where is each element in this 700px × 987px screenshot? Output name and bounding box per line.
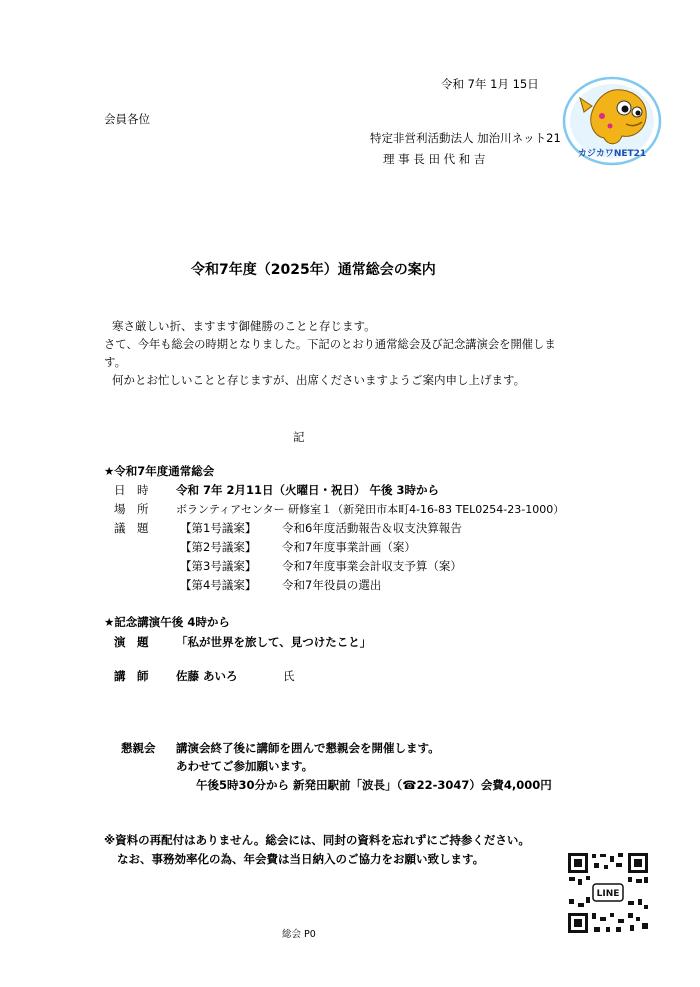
meeting-place-value: ボランティアセンター 研修室１（新発田市本町4-16-83 TEL0254-23-1000） (176, 503, 565, 516)
agenda-item (180, 558, 462, 574)
agenda-item (180, 520, 462, 536)
lecture-speaker-label: 講 師 (114, 669, 149, 683)
meeting-heading: ★令和7年度通常総会 (104, 464, 215, 478)
party-label: 懇親会 (121, 741, 156, 755)
agenda-item-no: 【第2号議案】 (180, 540, 257, 554)
agenda-item (180, 577, 382, 593)
ki-mark: 記 (293, 430, 305, 444)
lecture-topic-label: 演 題 (114, 635, 149, 649)
page-title: 令和7年度（2025年）通常総会の案内 (191, 262, 436, 278)
chairperson-name: 理 事 長 田 代 和 吉 (383, 152, 486, 166)
party-line-3: 午後5時30分から 新発田駅前「波長」（☎22-3047）会費4,000円 (196, 778, 552, 792)
greeting-line-2: さて、今年も総会の時期となりました。下記のとおり通常総会及び記念講演会を開催しま (104, 338, 556, 351)
party-line-1: 講演会終了後に講師を囲んで懇親会を開催します。 (176, 741, 440, 755)
logo-text: カジカワNET21 (577, 149, 647, 159)
agenda-item (180, 539, 416, 555)
organization-name: 特定非営利活動法人 加治川ネット21 (370, 131, 561, 145)
meeting-date-label: 日 時 (114, 483, 149, 497)
note-line-2: なお、事務効率化の為、年会費は当日納入のご協力をお願い致します。 (117, 852, 485, 866)
agenda-item-title: 令和7年度事業計画（案） (282, 540, 416, 554)
meeting-agenda-label: 議 題 (114, 521, 149, 535)
meeting-date-value: 令和 7年 2月11日（火曜日・祝日） 午後 3時から (176, 483, 440, 497)
party-line-2: あわせてご参加願います。 (176, 759, 314, 773)
greeting-line-1: 寒さ厳しい折、ますます御健勝のことと存じます。 (112, 319, 376, 333)
addressee: 会員各位 (104, 112, 150, 126)
agenda-item-title: 令和7年役員の選出 (282, 578, 382, 592)
qr-line-label: LINE (596, 889, 620, 899)
lecture-speaker-name: 佐藤 あいろ (176, 669, 238, 683)
document-date: 令和 7年 1月 15日 (441, 77, 539, 91)
lecture-topic-value: 「私が世界を旅して、見つけたこと」 (176, 635, 372, 649)
lecture-heading: ★記念講演午後 4時から (104, 615, 230, 629)
agenda-item-no: 【第4号議案】 (180, 578, 257, 592)
org-logo (562, 76, 662, 166)
greeting-line-4: 何かとお忙しいことと存じますが、出席くださいますようご案内申し上げます。 (112, 373, 526, 387)
lecture-speaker-suffix: 氏 (283, 669, 295, 683)
greeting-line-3: す。 (104, 355, 127, 369)
line-qr-code[interactable] (566, 851, 650, 935)
agenda-item-no: 【第1号議案】 (180, 521, 257, 535)
meeting-place-label: 場 所 (114, 502, 149, 516)
note-line-1: ※資料の再配付はありません。総会には、同封の資料を忘れずにご持参ください。 (104, 833, 530, 847)
agenda-item-title: 令和7年度事業会計収支予算（案） (282, 559, 462, 573)
agenda-item-title: 令和6年度活動報告＆収支決算報告 (282, 521, 462, 535)
agenda-item-no: 【第3号議案】 (180, 559, 257, 573)
page-footer: 総会 P0 (282, 929, 316, 940)
